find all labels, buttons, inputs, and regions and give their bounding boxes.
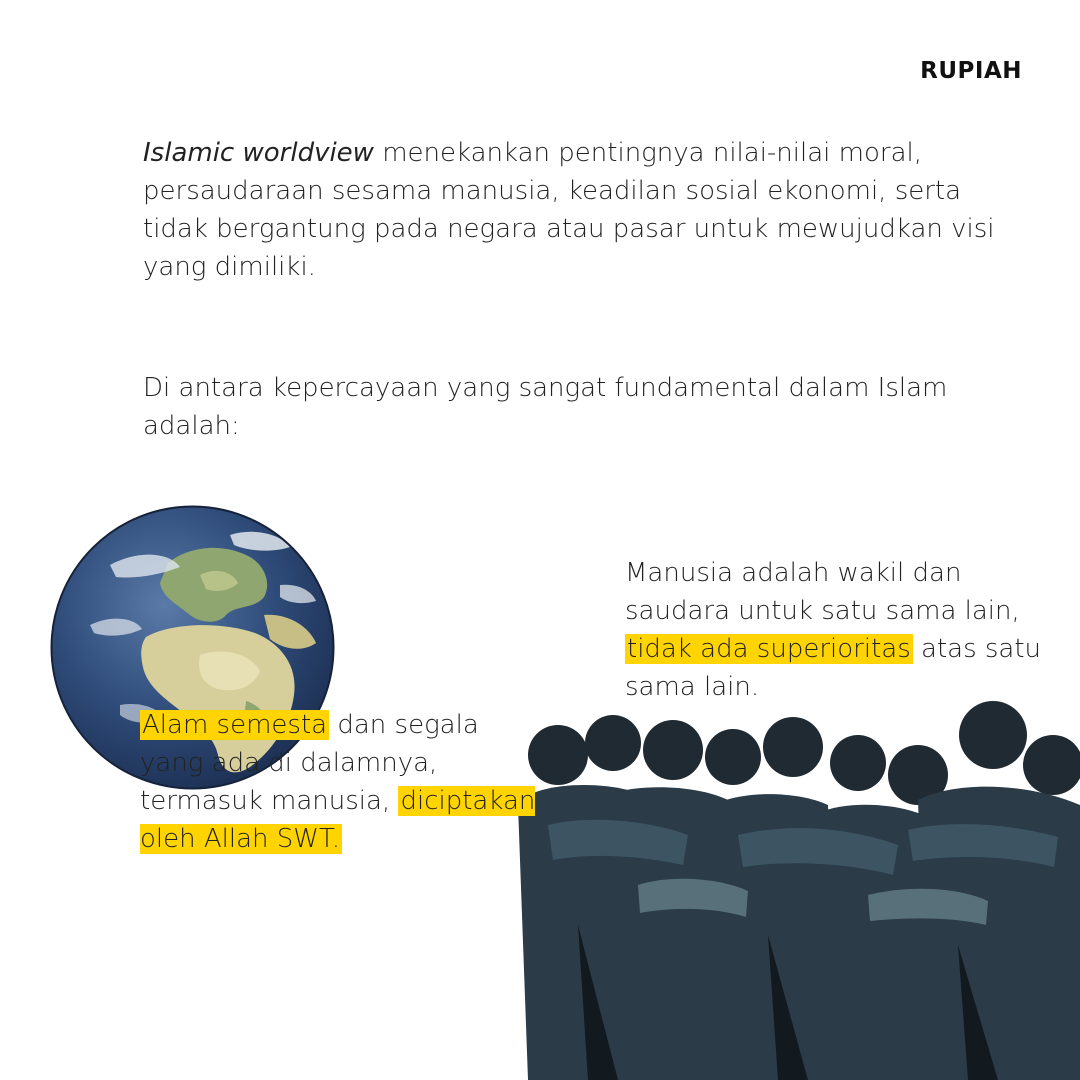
- highlight-created-by-allah: diciptakan oleh Allah SWT.: [140, 786, 536, 854]
- intro-paragraph: [143, 134, 1003, 286]
- highlight-no-superiority: tidak ada superioritas: [627, 634, 911, 664]
- crowd-image: [488, 695, 1080, 1080]
- intro-text: menekankan pentingnya nilai-nilai moral, persaudaraan sesama manusia, keadilan sosial ekonomi, serta tidak bergantung pada negara atau pasar untuk mewujudkan visi yang dimiliki.: [143, 138, 995, 282]
- creation-text: dan segala yang ada di dalamnya, termasuk manusia,: [140, 710, 479, 816]
- creation-text-block: [140, 706, 540, 858]
- lead-paragraph: Di antara kepercayaan yang sangat fundamental dalam Islam adalah:: [143, 373, 948, 441]
- brand-logo: RUPIAH: [920, 58, 1022, 84]
- intro-italic-term: Islamic worldview: [143, 138, 374, 168]
- brotherhood-text-1: Manusia adalah wakil dan saudara untuk satu sama lain,: [625, 558, 1020, 626]
- highlight-universe: Alam semesta: [142, 710, 328, 740]
- brotherhood-text-2: atas satu sama lain.: [625, 634, 1042, 702]
- brotherhood-text-block: [625, 554, 1045, 706]
